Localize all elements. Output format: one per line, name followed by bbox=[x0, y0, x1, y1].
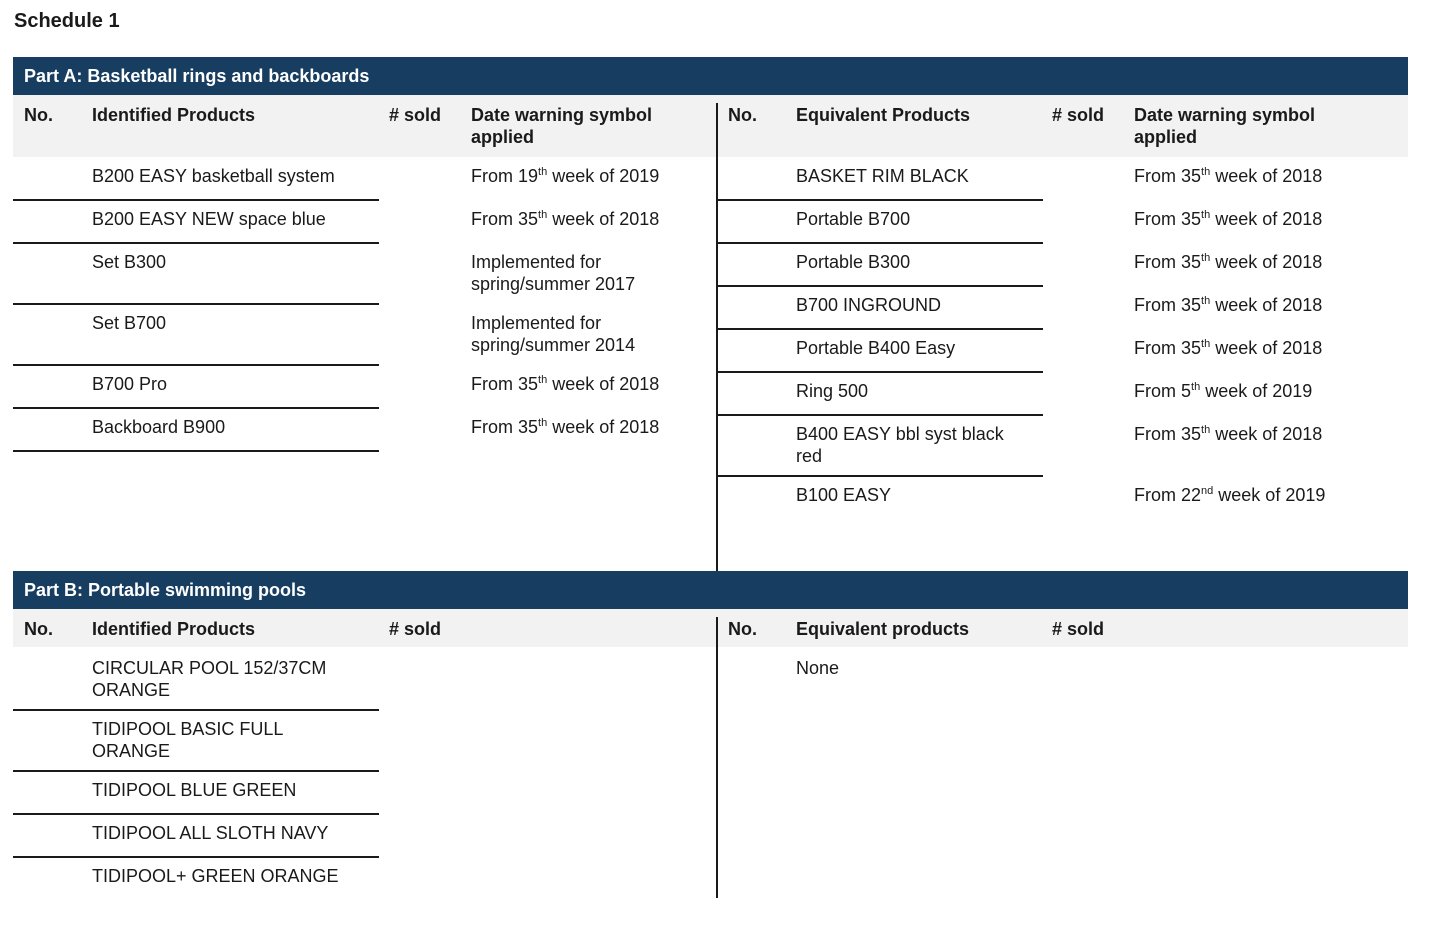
product-name-line: TIDIPOOL BLUE GREEN bbox=[92, 780, 297, 800]
warning-date bbox=[471, 208, 659, 230]
row-divider bbox=[13, 709, 379, 711]
part-a-left-header-product: Identified Products bbox=[92, 105, 256, 125]
date-text: From 35 bbox=[1134, 424, 1202, 444]
product-name: None bbox=[796, 658, 840, 678]
row-divider bbox=[718, 199, 1043, 201]
date-text: week of 2018 bbox=[547, 417, 660, 437]
date-text: From 35 bbox=[1134, 338, 1202, 358]
row-divider bbox=[13, 856, 379, 858]
product-name bbox=[796, 165, 969, 187]
date-text: week of 2018 bbox=[1210, 166, 1323, 186]
header-date-line1: Date warning symbol bbox=[1134, 105, 1316, 125]
product-name bbox=[92, 779, 296, 801]
header-date-line2: applied bbox=[1134, 127, 1198, 147]
part-a-right-header-product: Equivalent Products bbox=[796, 105, 971, 125]
row-divider bbox=[718, 371, 1043, 373]
product-name bbox=[92, 251, 166, 273]
product-name-line: Portable B400 Easy bbox=[796, 338, 956, 358]
row-divider bbox=[13, 364, 379, 366]
warning-date bbox=[471, 251, 635, 295]
product-name-line: CIRCULAR POOL 152/37CM bbox=[92, 658, 327, 678]
warning-date bbox=[471, 416, 659, 438]
date-line: spring/summer 2017 bbox=[471, 274, 636, 294]
date-text: week of 2018 bbox=[547, 209, 660, 229]
product-name bbox=[796, 251, 910, 273]
product-name bbox=[92, 822, 328, 844]
part-a-right-header-no: No. bbox=[728, 105, 757, 125]
product-name-line: B100 EASY bbox=[796, 485, 892, 505]
date-ordinal-suffix: th bbox=[538, 417, 548, 429]
date-text: week of 2018 bbox=[1210, 252, 1323, 272]
row-divider bbox=[13, 813, 379, 815]
warning-date bbox=[471, 373, 659, 395]
schedule-title: Schedule 1 bbox=[14, 10, 120, 32]
date-text: week of 2019 bbox=[1200, 381, 1313, 401]
warning-date bbox=[471, 165, 659, 187]
warning-date bbox=[1134, 251, 1322, 273]
product-name-line: Portable B300 bbox=[796, 252, 911, 272]
row-divider bbox=[718, 414, 1043, 416]
product-name-line: ORANGE bbox=[92, 680, 171, 700]
date-text: week of 2018 bbox=[1210, 295, 1323, 315]
product-name bbox=[796, 380, 868, 402]
date-ordinal-suffix: th bbox=[538, 166, 548, 178]
date-ordinal-suffix: nd bbox=[1201, 485, 1214, 497]
product-name bbox=[92, 312, 166, 334]
warning-date bbox=[1134, 337, 1322, 359]
date-ordinal-suffix: th bbox=[1201, 338, 1211, 350]
part-a-right-header-sold: # sold bbox=[1052, 105, 1105, 125]
warning-date bbox=[471, 312, 635, 356]
row-divider bbox=[13, 407, 379, 409]
row-divider bbox=[13, 770, 379, 772]
product-name-line: ORANGE bbox=[92, 741, 171, 761]
date-text: From 35 bbox=[1134, 295, 1202, 315]
date-ordinal-suffix: th bbox=[1201, 252, 1211, 264]
part-b-left-header-sold: # sold bbox=[389, 619, 442, 639]
product-name-line: B200 EASY NEW space blue bbox=[92, 209, 326, 229]
part-a-left-header-sold: # sold bbox=[389, 105, 442, 125]
product-name-line: B400 EASY bbl syst black bbox=[796, 424, 1004, 444]
date-text: From 35 bbox=[471, 374, 539, 394]
date-text: week of 2019 bbox=[547, 166, 660, 186]
product-name bbox=[796, 294, 941, 316]
product-name bbox=[92, 718, 283, 762]
date-text: From 5 bbox=[1134, 381, 1192, 401]
product-name-line: Portable B700 bbox=[796, 209, 911, 229]
product-name-line: B200 EASY basketball system bbox=[92, 166, 335, 186]
warning-date bbox=[1134, 380, 1312, 402]
warning-date bbox=[1134, 423, 1322, 445]
date-line: Implemented for bbox=[471, 252, 602, 272]
product-name bbox=[796, 423, 1004, 467]
product-name-line: TIDIPOOL BASIC FULL bbox=[92, 719, 284, 739]
date-text: week of 2019 bbox=[1213, 485, 1326, 505]
header-date-line2: applied bbox=[471, 127, 535, 147]
product-name-line: Set B300 bbox=[92, 252, 167, 272]
row-divider bbox=[13, 450, 379, 452]
row-divider bbox=[718, 328, 1043, 330]
product-name-line: Backboard B900 bbox=[92, 417, 226, 437]
part-a-divider bbox=[716, 103, 718, 571]
product-name bbox=[92, 657, 326, 701]
product-name bbox=[92, 208, 326, 230]
header-date-line1: Date warning symbol bbox=[471, 105, 653, 125]
product-name-line: red bbox=[796, 446, 823, 466]
product-name-line: B700 Pro bbox=[92, 374, 168, 394]
row-divider bbox=[718, 475, 1043, 477]
product-name-line: Set B700 bbox=[92, 313, 167, 333]
date-ordinal-suffix: th bbox=[1191, 381, 1201, 393]
date-ordinal-suffix: th bbox=[1201, 295, 1211, 307]
part-b-heading: Part B: Portable swimming pools bbox=[13, 571, 1408, 609]
part-b-left-header-product: Identified Products bbox=[92, 619, 256, 639]
date-text: From 35 bbox=[1134, 166, 1202, 186]
product-name bbox=[92, 373, 167, 395]
product-name bbox=[92, 865, 339, 887]
product-name-line: TIDIPOOL ALL SLOTH NAVY bbox=[92, 823, 329, 843]
part-a-heading: Part A: Basketball rings and backboards bbox=[13, 57, 1408, 95]
part-b-right-header-product: Equivalent products bbox=[796, 619, 970, 639]
product-name-line: TIDIPOOL+ GREEN ORANGE bbox=[92, 866, 339, 886]
date-text: week of 2018 bbox=[1210, 424, 1323, 444]
part-a-right-header-date bbox=[1134, 104, 1315, 148]
product-name-line: BASKET RIM BLACK bbox=[796, 166, 969, 186]
date-text: From 35 bbox=[471, 417, 539, 437]
date-line: Implemented for bbox=[471, 313, 602, 333]
part-b-divider bbox=[716, 617, 718, 898]
date-ordinal-suffix: th bbox=[538, 374, 548, 386]
date-text: From 35 bbox=[471, 209, 539, 229]
product-name bbox=[796, 337, 955, 359]
product-name-line: B700 INGROUND bbox=[796, 295, 942, 315]
warning-date bbox=[1134, 484, 1325, 506]
date-text: week of 2018 bbox=[547, 374, 660, 394]
row-divider bbox=[718, 242, 1043, 244]
part-b-right-header-no: No. bbox=[728, 619, 757, 639]
warning-date bbox=[1134, 208, 1322, 230]
product-name bbox=[796, 484, 891, 506]
warning-date bbox=[1134, 294, 1322, 316]
row-divider bbox=[13, 242, 379, 244]
part-a-left-header-no: No. bbox=[24, 105, 53, 125]
part-a-left-header-date bbox=[471, 104, 652, 148]
date-ordinal-suffix: th bbox=[1201, 166, 1211, 178]
product-name-line: Ring 500 bbox=[796, 381, 869, 401]
product-name bbox=[92, 165, 335, 187]
date-text: week of 2018 bbox=[1210, 209, 1323, 229]
row-divider bbox=[718, 285, 1043, 287]
date-ordinal-suffix: th bbox=[538, 209, 548, 221]
date-text: From 35 bbox=[1134, 252, 1202, 272]
product-name bbox=[796, 208, 910, 230]
part-b-right-header-sold: # sold bbox=[1052, 619, 1105, 639]
date-ordinal-suffix: th bbox=[1201, 209, 1211, 221]
row-divider bbox=[13, 303, 379, 305]
date-ordinal-suffix: th bbox=[1201, 424, 1211, 436]
date-text: From 35 bbox=[1134, 209, 1202, 229]
date-text: From 19 bbox=[471, 166, 539, 186]
part-b-left-header-no: No. bbox=[24, 619, 53, 639]
warning-date bbox=[1134, 165, 1322, 187]
product-name bbox=[92, 416, 225, 438]
date-text: From 22 bbox=[1134, 485, 1202, 505]
row-divider bbox=[13, 199, 379, 201]
date-line: spring/summer 2014 bbox=[471, 335, 636, 355]
date-text: week of 2018 bbox=[1210, 338, 1323, 358]
